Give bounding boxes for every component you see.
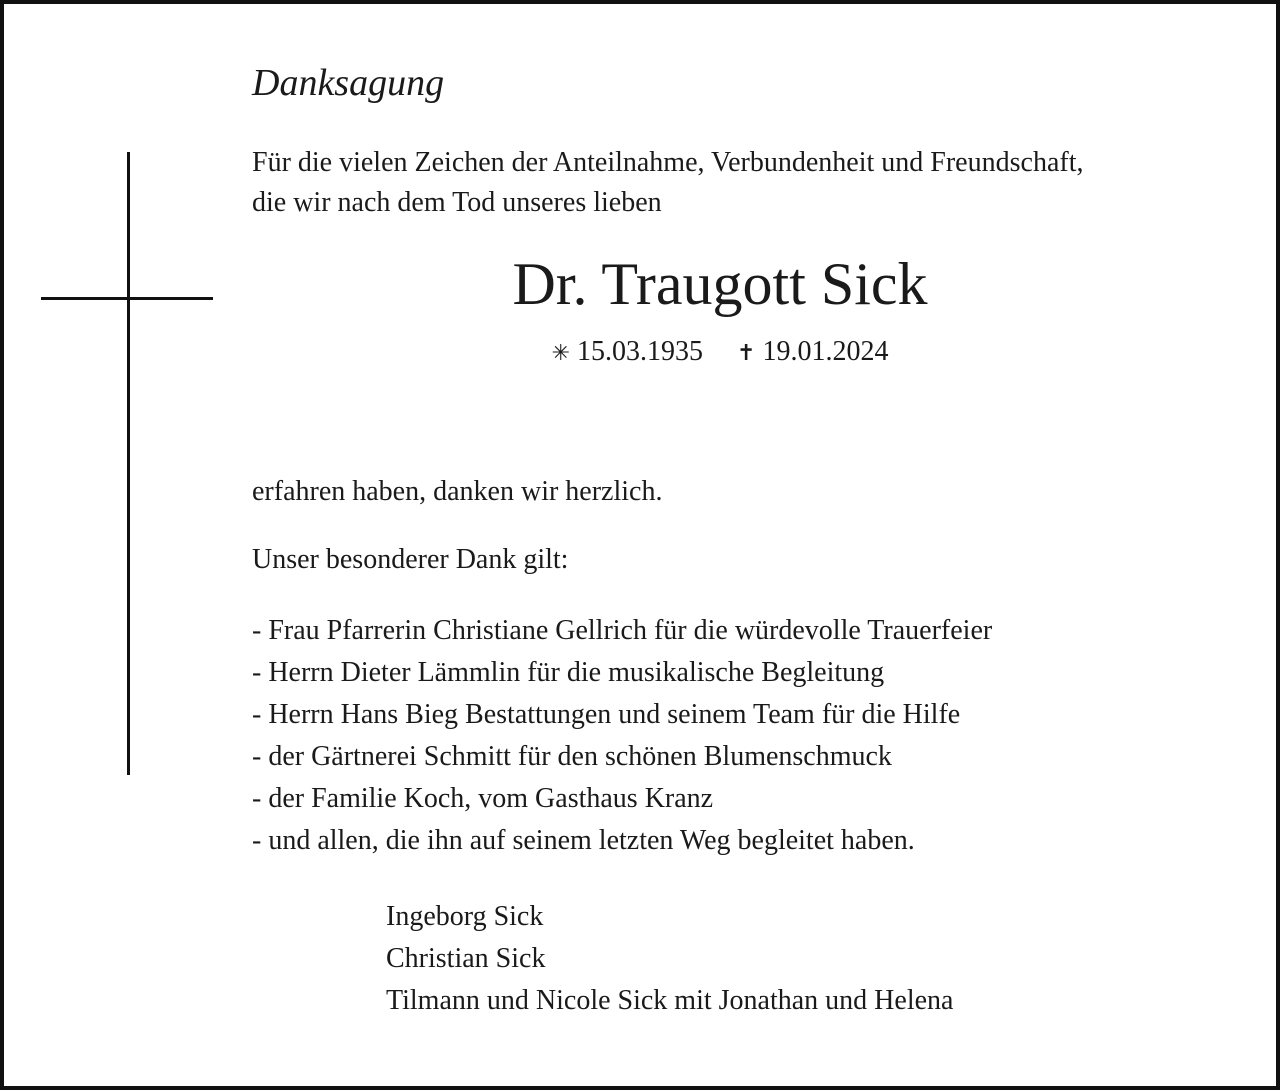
cross-vertical-bar [127, 152, 130, 775]
thanks-item: - Frau Pfarrerin Christiane Gellrich für die würdevolle Trauerfeier [252, 615, 993, 646]
intro-text [252, 143, 1083, 223]
heading: Danksagung [252, 62, 445, 104]
life-dates [252, 334, 1188, 372]
special-thanks-heading: Unser besonderer Dank gilt: [252, 544, 569, 575]
thanks-item: - der Familie Koch, vom Gasthaus Kranz [252, 783, 714, 814]
thanks-item: - der Gärtnerei Schmitt für den schönen Blumenschmuck [252, 741, 892, 772]
closing-line: erfahren haben, danken wir herzlich. [252, 476, 663, 507]
death-cross-icon: ✝ [737, 341, 756, 366]
signer-name: Ingeborg Sick [386, 901, 544, 932]
signer-name: Christian Sick [386, 943, 546, 974]
signers-list [386, 896, 953, 1022]
thanks-list [252, 610, 992, 862]
thanks-item: - und allen, die ihn auf seinem letzten Weg begleitet haben. [252, 825, 915, 856]
thanks-item: - Herrn Hans Bieg Bestattungen und seinem Team für die Hilfe [252, 699, 961, 730]
cross-horizontal-bar [41, 297, 213, 300]
signer-name: Tilmann und Nicole Sick mit Jonathan und Helena [386, 985, 954, 1016]
intro-line: Für die vielen Zeichen der Anteilnahme, Verbundenheit und Freundschaft, [252, 147, 1084, 178]
birth-star-icon: ✳ [551, 341, 570, 366]
birth-date: 15.03.1935 [577, 336, 703, 367]
deceased-name: Dr. Traugott Sick [512, 251, 928, 317]
intro-line: die wir nach dem Tod unseres lieben [252, 187, 662, 218]
thanks-item: - Herrn Dieter Lämmlin für die musikalische Begleitung [252, 657, 885, 688]
death-date: 19.01.2024 [762, 336, 889, 367]
